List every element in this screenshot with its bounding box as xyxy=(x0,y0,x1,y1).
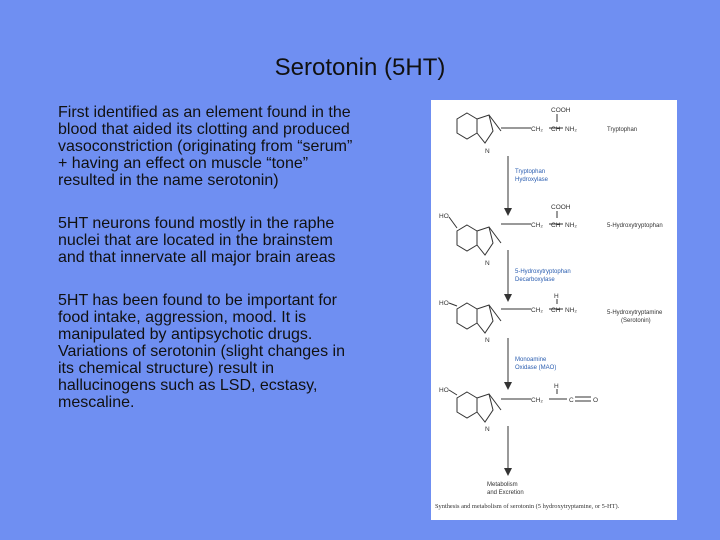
atom-label: CH xyxy=(551,126,561,133)
atom-label: HO xyxy=(439,387,449,394)
atom-label: H xyxy=(554,293,559,300)
atom-label: NH₂ xyxy=(565,307,577,314)
bullet-item: 5HT has been found to be important for food intake, aggression, mood. It is manipulated by antipsychotic drugs. Variations of serotonin (slight changes in its chemical structure) result in hallucinogens such as LSD, ecstasy, mescaline. xyxy=(58,292,345,411)
atom-label: C xyxy=(569,397,574,404)
enzyme-label: Oxidase (MAO) xyxy=(515,365,557,371)
pathway-diagram xyxy=(431,100,677,520)
bullet-item: First identified as an element found in the blood that aided its clotting and produced vasoconstriction (originating from “serum” + having an effect on muscle “tone” resulted in the name serotonin) xyxy=(58,104,353,189)
serotonin-synthesis-figure xyxy=(431,100,677,520)
atom-label: CH₂ xyxy=(531,222,543,229)
atom-label: CH₂ xyxy=(531,307,543,314)
indole-ring xyxy=(457,113,501,143)
indole-ring xyxy=(457,303,501,333)
atom-label: CH xyxy=(551,222,561,229)
atom-label: N xyxy=(485,426,490,433)
enzyme-label: Tryptophan xyxy=(515,169,546,175)
molecule-name: 5-Hydroxytryptophan xyxy=(607,223,663,229)
atom-label: HO xyxy=(439,300,449,307)
enzyme-label: 5-Hydroxytryptophan xyxy=(515,269,571,275)
molecule-name: Tryptophan xyxy=(607,127,638,133)
end-label: Metabolism xyxy=(487,482,518,488)
atom-label: N xyxy=(485,337,490,344)
indole-ring xyxy=(457,225,501,255)
bullet-item: 5HT neurons found mostly in the raphe nuclei that are located in the brainstem and that innervate all major brain areas xyxy=(58,215,336,266)
atom-label: CH₂ xyxy=(531,397,543,404)
enzyme-label: Monoamine xyxy=(515,357,547,363)
end-label: and Excretion xyxy=(487,490,524,496)
atom-label: CH xyxy=(551,307,561,314)
atom-label: O xyxy=(593,397,599,404)
atom-label: HO xyxy=(439,213,449,220)
enzyme-label: Hydroxylase xyxy=(515,177,549,183)
atom-label: CH₂ xyxy=(531,126,543,133)
atom-label: COOH xyxy=(551,204,571,211)
molecule-name: 5-Hydroxytryptamine xyxy=(607,310,663,316)
molecule-name: (Serotonin) xyxy=(621,318,651,324)
atom-label: H xyxy=(554,383,559,390)
enzyme-label: Decarboxylase xyxy=(515,277,555,283)
slide-title: Serotonin (5HT) xyxy=(274,54,446,81)
figure-caption: Synthesis and metabolism of serotonin (5 hydroxytryptamine, or 5-HT). xyxy=(435,503,620,510)
atom-label: NH₂ xyxy=(565,222,577,229)
atom-label: COOH xyxy=(551,107,571,114)
indole-ring xyxy=(457,392,501,422)
atom-label: NH₂ xyxy=(565,126,577,133)
bullet-list xyxy=(58,104,430,437)
atom-label: N xyxy=(485,148,490,155)
atom-label: N xyxy=(485,260,490,267)
